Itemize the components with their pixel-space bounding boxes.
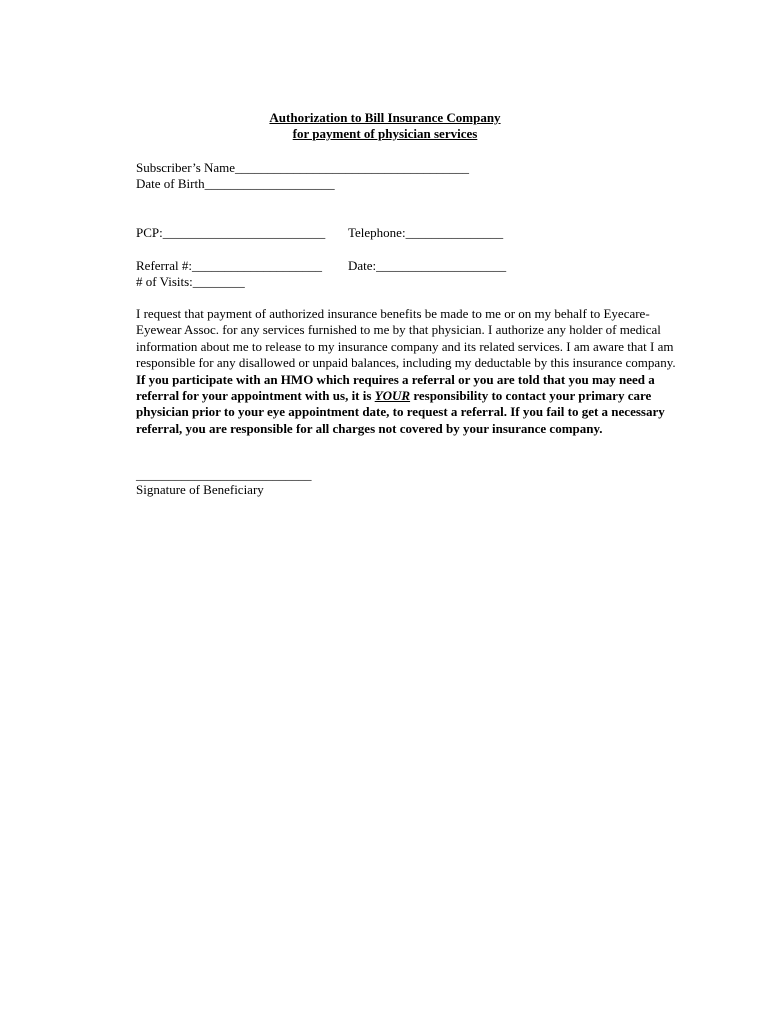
number-of-visits-field: # of Visits:________	[136, 274, 245, 289]
authorization-paragraph	[136, 306, 676, 437]
subscriber-name-field: Subscriber’s Name____________________________________	[136, 160, 470, 175]
signature-label: Signature of Beneficiary	[136, 482, 264, 497]
pcp-field: PCP:_________________________	[136, 225, 326, 240]
title-line-1: Authorization to Bill Insurance Company	[269, 110, 501, 125]
date-of-birth-field: Date of Birth____________________	[136, 176, 335, 191]
referral-number-field: Referral #:____________________	[136, 258, 322, 273]
document-title	[0, 110, 770, 142]
date-field: Date:____________________	[348, 258, 507, 273]
title-line-2: for payment of physician services	[292, 126, 478, 141]
paragraph-bold-text-1: If you participate with an HMO which requires a referral or you are told that you may need a referral for your appointment with us, it is	[136, 371, 655, 404]
paragraph-emphasis-your: YOUR	[374, 388, 411, 404]
paragraph-plain-text: I request that payment of authorized insurance benefits be made to me or on my behalf to Eyecare-Eyewear Assoc. for any services furnished to me by that physician. I authorize any holder of medical information about me to release to my insurance company and its related services. I am aware that I am responsible for any disallowed or unpaid balances, including my deductable by this insurance company.	[136, 306, 676, 371]
paragraph-bold-text-2: responsibility to contact your primary care physician prior to your eye appointment date, to request a referral. If you fail to get a necessary referral, you are responsible for all charges not covered by your insurance company.	[136, 388, 665, 436]
telephone-field: Telephone:_______________	[348, 225, 504, 240]
signature-line: ___________________________	[136, 467, 312, 482]
